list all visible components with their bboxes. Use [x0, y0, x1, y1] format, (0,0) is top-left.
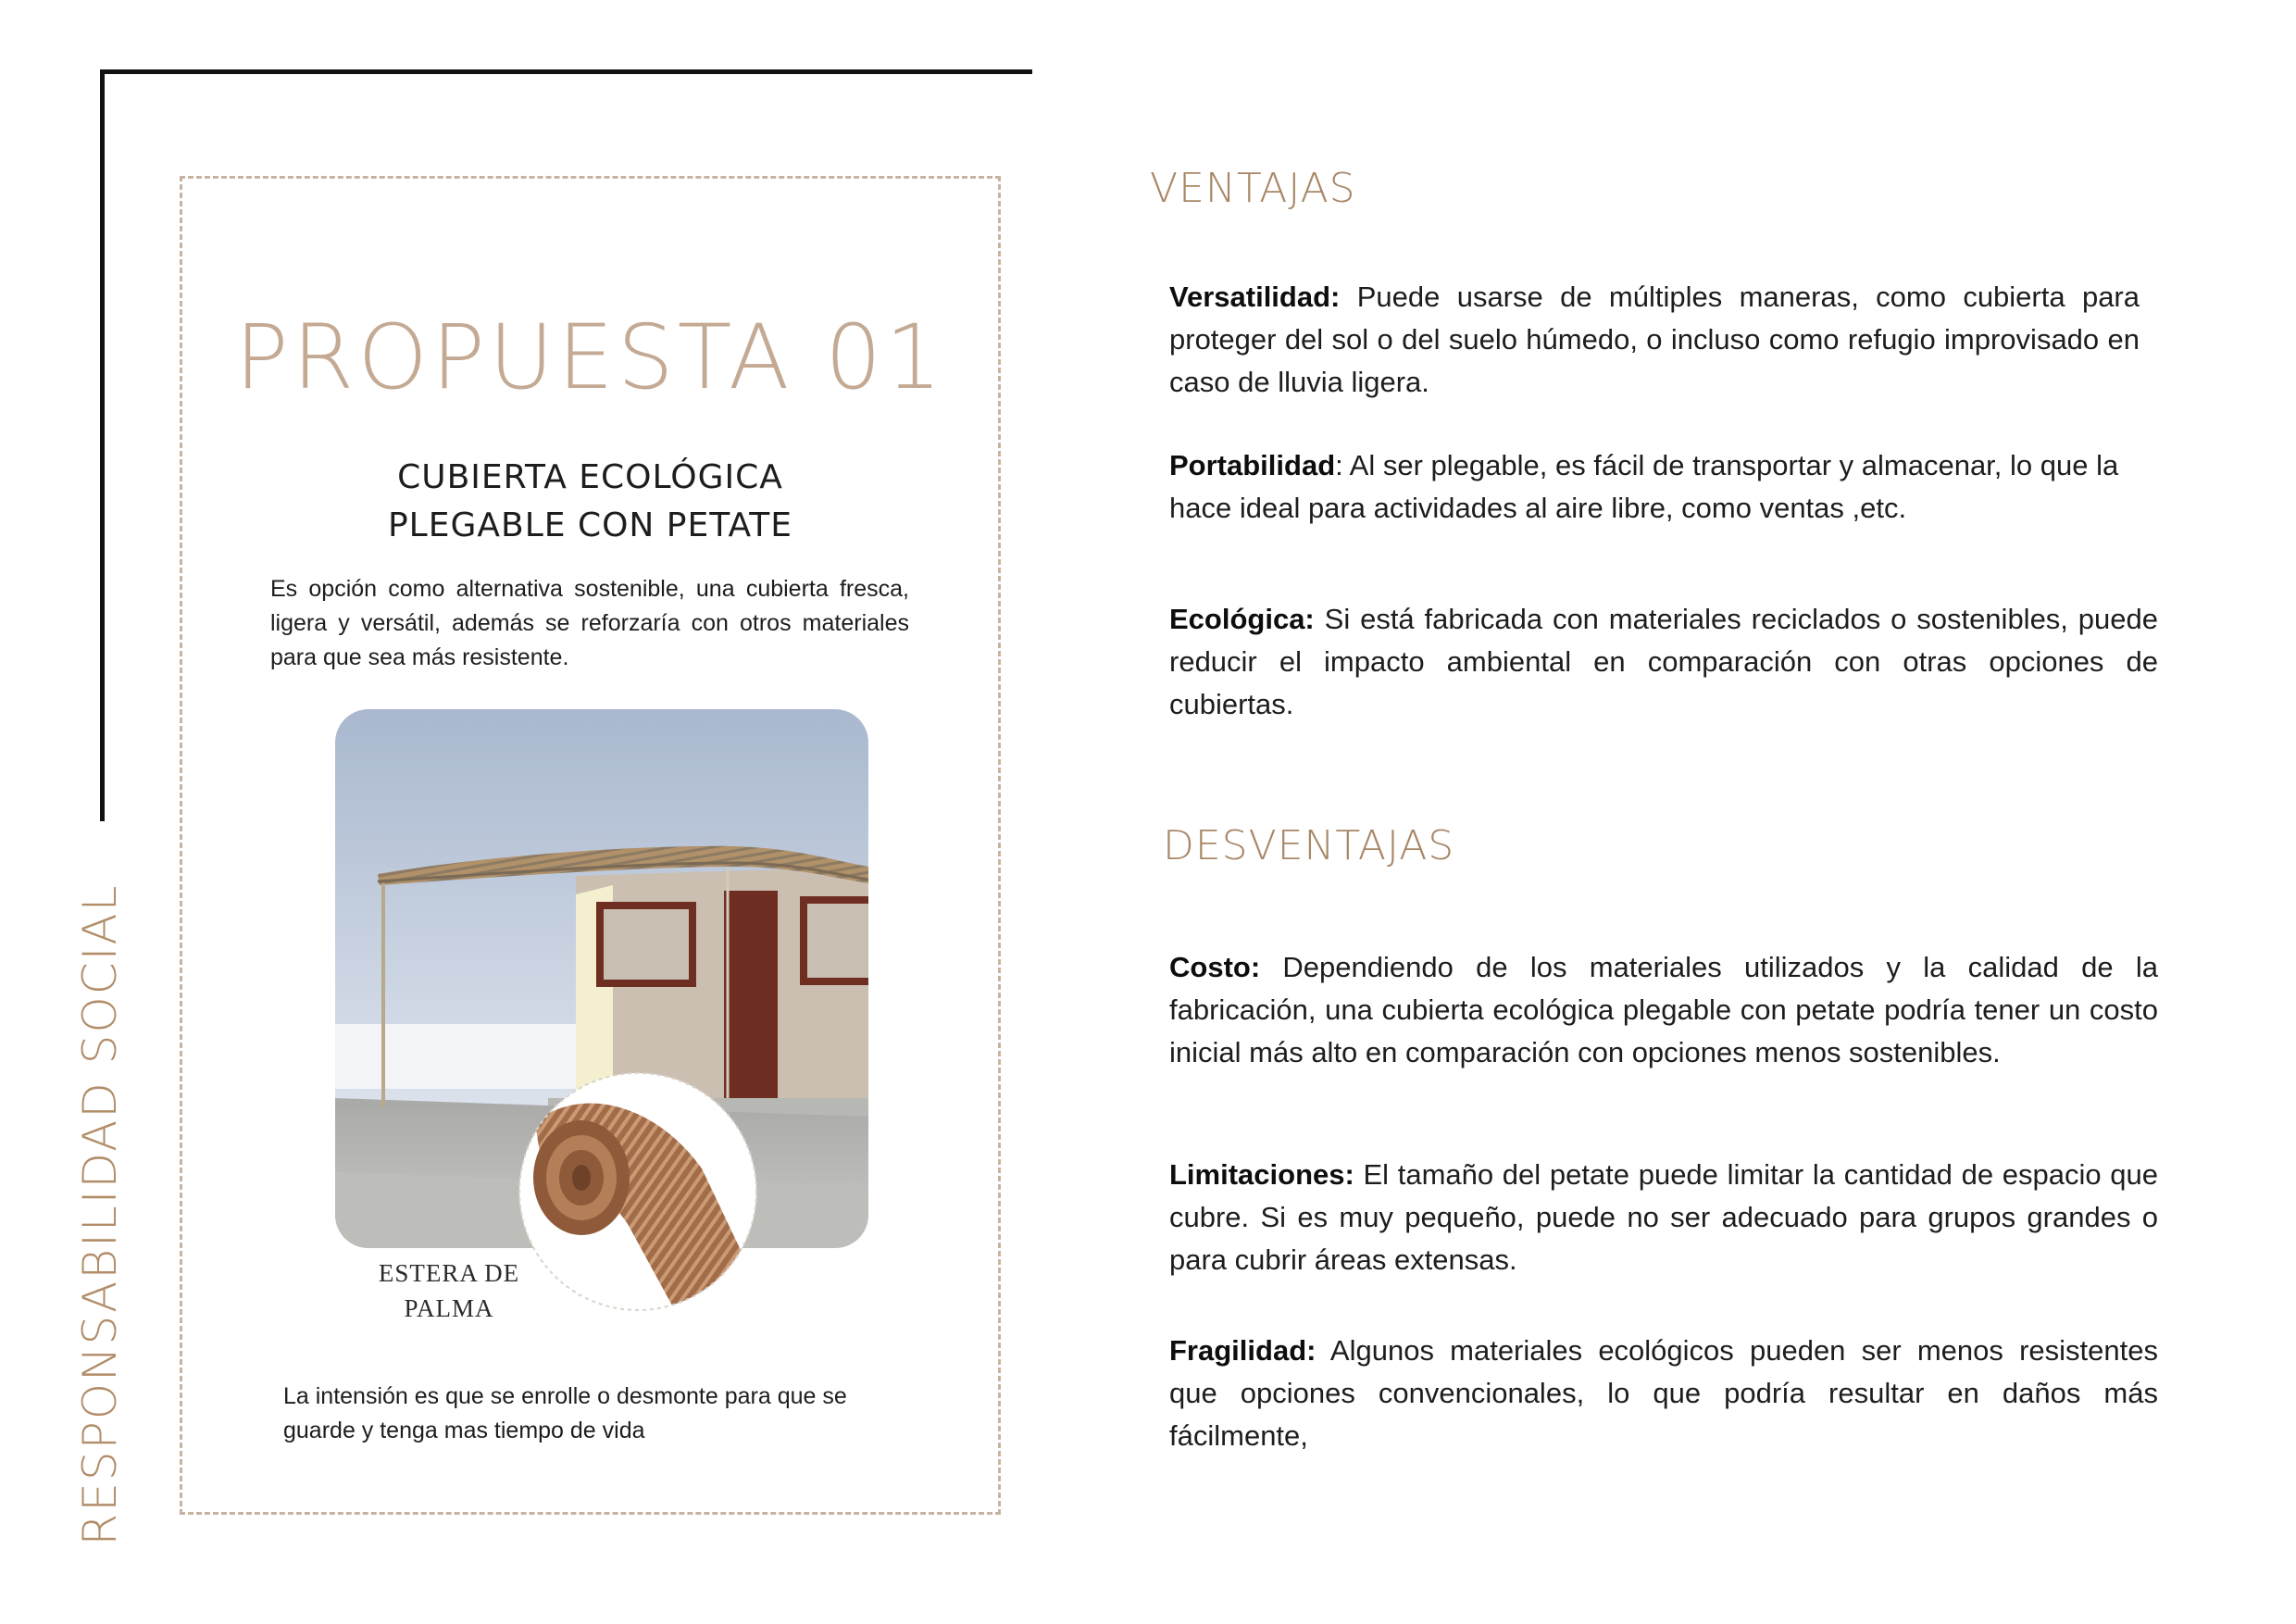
advantage-term: Ecológica: [1169, 603, 1315, 635]
subtitle-line-2: PLEGABLE CON PETATE [387, 506, 793, 544]
advantage-item [1169, 444, 2140, 530]
mat-caption-line-1: ESTERA DE [378, 1259, 520, 1287]
advantage-text: Puede usarse de múltiples maneras, como cubierta para proteger del sol o del suelo húmedo, o incluso como refugio improvisado en caso de lluvia ligera. [1169, 281, 2140, 398]
left-bracket-line [100, 69, 105, 821]
advantage-text: Si está fabricada con materiales reciclados o sostenibles, puede reducir el impacto ambiental en comparación con otras opciones de cubiertas. [1169, 603, 2158, 720]
advantages-heading: VENTAJAS [1150, 165, 1356, 212]
subtitle-line-1: CUBIERTA ECOLÓGICA [397, 458, 783, 496]
proposal-title: PROPUESTA 01 [234, 306, 946, 409]
disadvantage-item [1169, 946, 2158, 1074]
advantage-term: Versatilidad: [1169, 281, 1341, 313]
rolled-mat-icon [517, 1048, 759, 1335]
mat-caption-line-2: PALMA [404, 1294, 494, 1322]
rolled-mat-image [517, 1048, 759, 1335]
disadvantage-term: Limitaciones: [1169, 1158, 1354, 1191]
proposal-subtitle [306, 454, 875, 550]
disadvantage-item [1169, 1154, 2158, 1281]
top-bracket-line [100, 69, 1032, 74]
disadvantage-text: El tamaño del petate puede limitar la cantidad de espacio que cubre. Si es muy pequeño, puede no ser adecuado para grupos grandes o para cubrir áreas extensas. [1169, 1158, 2158, 1276]
disadvantage-term: Fragilidad: [1169, 1334, 1316, 1367]
advantage-item [1169, 276, 2140, 404]
side-label-text: RESPONSABILIDAD SOCIAL [73, 883, 127, 1546]
proposal-closing-note: La intensión es que se enrolle o desmonte para que se guarde y tenga mas tiempo de vida [283, 1383, 847, 1443]
disadvantage-item [1169, 1330, 2158, 1457]
advantage-term: Portabilidad [1169, 449, 1336, 481]
disadvantage-text: Dependiendo de los materiales utilizados y la calidad de la fabricación, una cubierta ecológica plegable con petate podría tener un costo inicial más alto en comparación con opciones menos sostenibles. [1169, 951, 2158, 1068]
disadvantage-text: Algunos materiales ecológicos pueden ser menos resistentes que opciones convencionales, lo que podría resultar en daños más fácilmente, [1169, 1334, 2158, 1452]
advantage-text: : Al ser plegable, es fácil de transportar y almacenar, lo que la hace ideal para actividades al aire libre, como ventas ,etc. [1169, 449, 2119, 524]
disadvantages-heading: DESVENTAJAS [1163, 822, 1455, 869]
proposal-intro: Es opción como alternativa sostenible, una cubierta fresca, ligera y versátil, además se reforzaría con otros materiales para que sea más resistente. [270, 576, 909, 670]
mat-caption [352, 1255, 546, 1326]
disadvantage-term: Costo: [1169, 951, 1261, 983]
advantage-item [1169, 598, 2158, 726]
